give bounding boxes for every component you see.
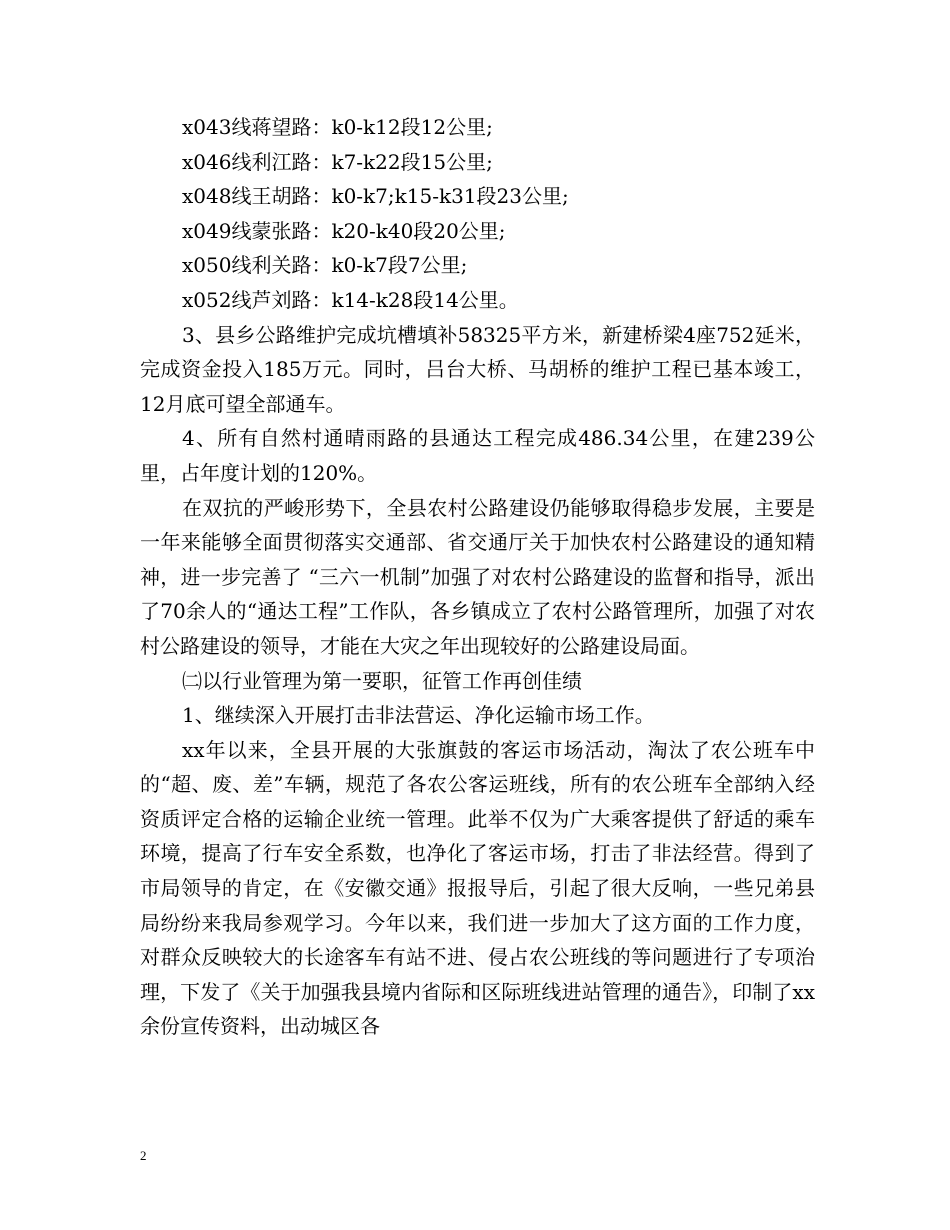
route-line: x052线芦刘路：k14-k28段14公里。 <box>182 287 519 312</box>
section-item-heading: 1、继续深入开展打击非法营运、净化运输市场工作。 <box>182 703 655 728</box>
paragraph-maintenance: 3、县乡公路维护完成坑槽填补58325平方米，新建桥梁4座752延米，完成资金投入185万元。同时，吕台大桥、马胡桥的维护工程已基本竣工，12月底可望全部通车。 <box>140 322 815 416</box>
route-line: x046线利江路：k7-k22段15公里; <box>182 149 493 174</box>
route-line: x043线蒋望路：k0-k12段12公里; <box>182 115 493 139</box>
document-page <box>140 110 815 1044</box>
page-number: 2 <box>140 1148 147 1163</box>
paragraph-market-regulation: xx年以来，全县开展的大张旗鼓的客运市场活动，淘汰了农公班车中的“超、废、差”车辆，规范了各农公客运班线，所有的农公班车全部纳入经资质评定合格的运输企业统一管理。此举不仅为广大乘客提供了舒适的乘车环境，提高了行车安全系数，也净化了客运市场，打击了非法经营。得到了市局领导的肯定，在《安徽交通》报报导后，引起了很大反响，一些兄弟县局纷纷来我局参观学习。今年以来，我们进一步加大了这方面的工作力度，对群众反映较大的长途客车有站不进、侵占农公班线的等问题进行了专项治理，下发了《关于加强我县境内省际和区际班线进站管理的通告》，印制了xx余份宣传资料，出动城区各 <box>140 737 815 1039</box>
paragraph-access-project: 4、所有自然村通晴雨路的县通达工程完成486.34公里，在建239公里，占年度计划的120%。 <box>140 426 815 485</box>
route-line: x050线利关路：k0-k7段7公里; <box>182 253 468 278</box>
section-heading: ㈡以行业管理为第一要职，征管工作再创佳绩 <box>182 668 582 693</box>
route-line: x048线王胡路：k0-k7;k15-k31段23公里; <box>182 184 569 209</box>
route-line: x049线蒙张路：k20-k40段20公里; <box>182 218 506 243</box>
paragraph-summary: 在双抗的严峻形势下，全县农村公路建设仍能够取得稳步发展，主要是一年来能够全面贯彻落实交通部、省交通厅关于加快农村公路建设的通知精神，进一步完善了 “三六一机制”加强了对农村公路建设的监督和指导，派出了70余人的“通达工程”工作队，各乡镇成立了农村公路管理所，加强了对农村公路建设的领导，才能在大灾之年出现较好的公路建设局面。 <box>140 495 815 658</box>
